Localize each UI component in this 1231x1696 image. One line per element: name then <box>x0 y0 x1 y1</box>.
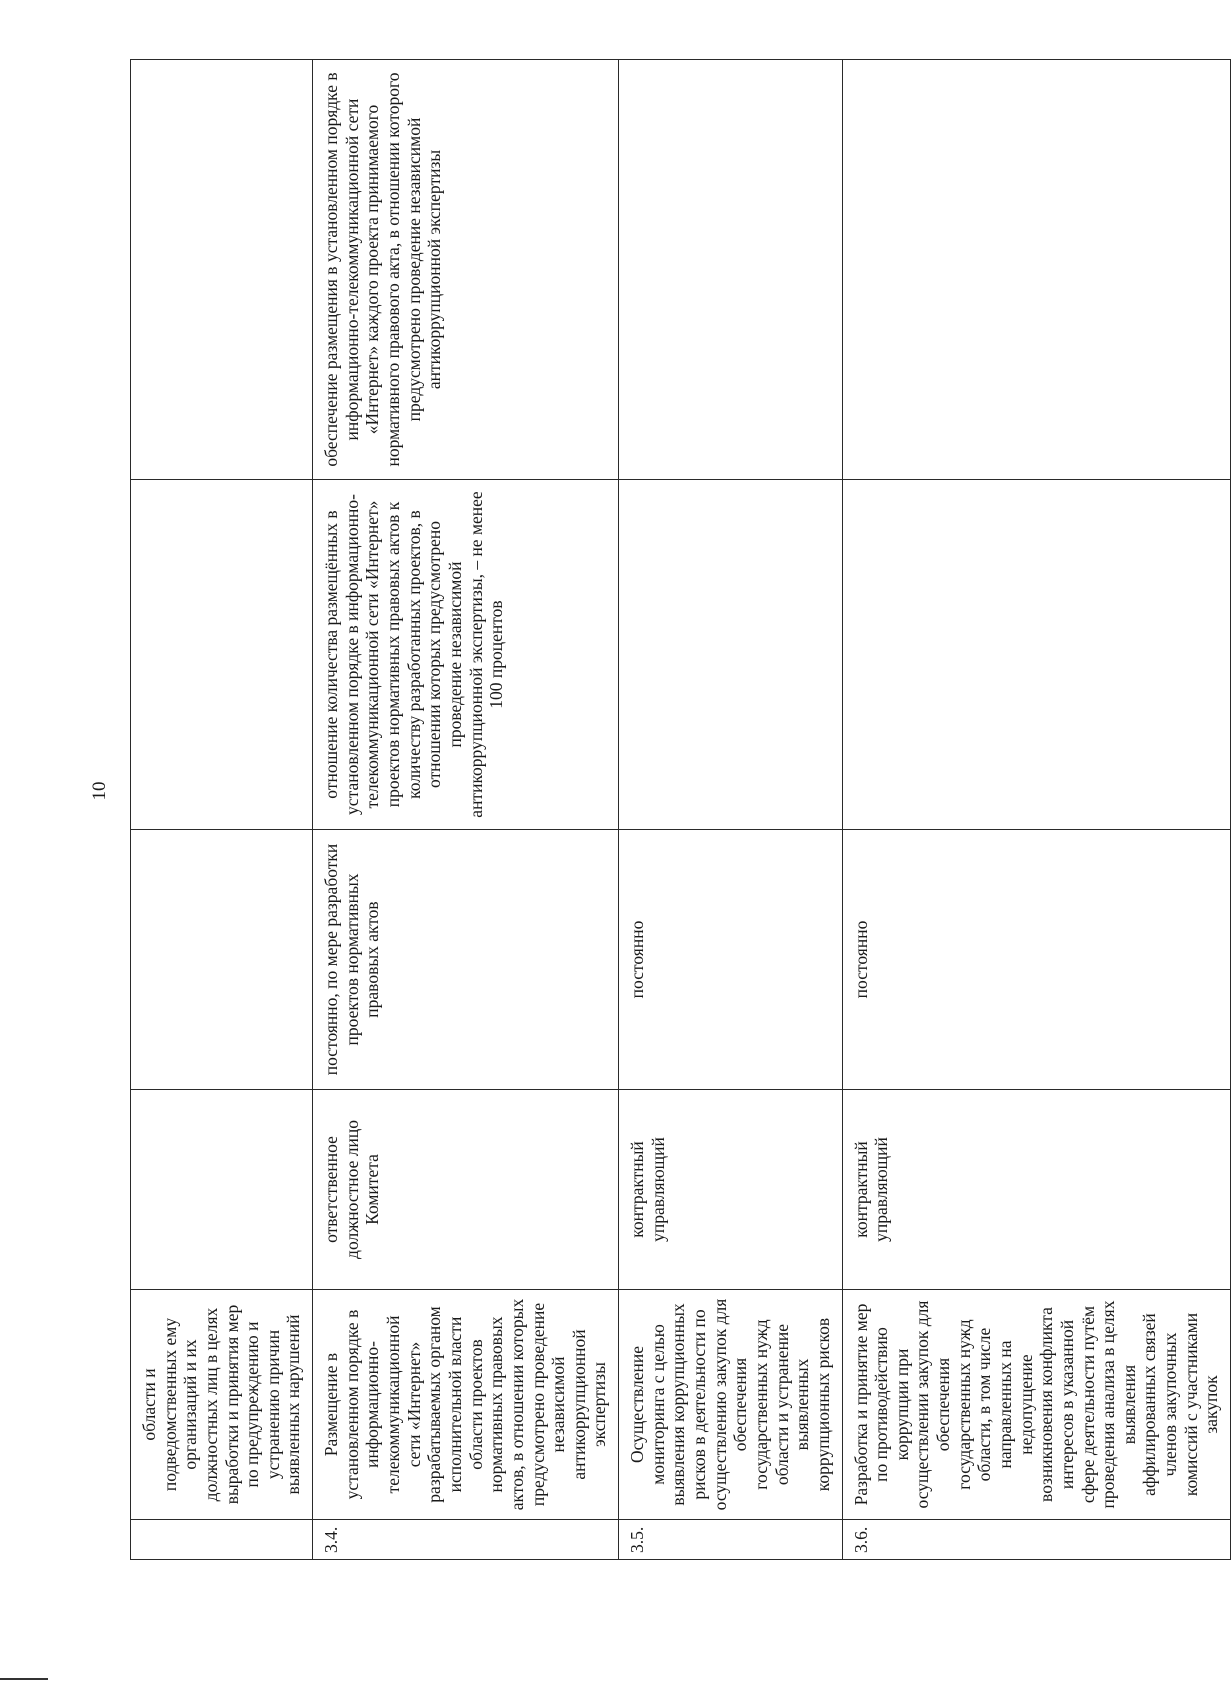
result-cell <box>131 60 313 480</box>
result-cell <box>619 60 842 480</box>
measures-table <box>130 60 1222 1560</box>
responsible-cell: ответственное должностное лицо Комитета <box>313 1090 619 1290</box>
row-number <box>131 1520 313 1560</box>
result-cell <box>842 60 1231 480</box>
measure-cell: области и подведомственных ему организаций и их должностных лиц в целях выработки и принятия мер по предупреждению и устранению причин выявленных нарушений <box>131 1290 313 1520</box>
measure-cell: Размещение в установленном порядке в информационно-телекоммуникационной сети «Интернет» разрабатываемых органом исполнительной власти области проектов нормативных правовых актов, в отношении которых предусмотрено проведение независимой антикоррупционной экспертизы <box>313 1290 619 1520</box>
responsible-cell: контрактный управляющий <box>619 1090 842 1290</box>
result-cell: обеспечение размещения в установленном порядке в информационно-телекоммуникационной сети «Интернет» каждого проекта принимаемого нормативного правового акта, в отношении которого предусмотрено проведение независимой антикоррупционной экспертизы <box>313 60 619 480</box>
margin-mark <box>0 1678 48 1680</box>
responsible-cell: контрактный управляющий <box>842 1090 1231 1290</box>
deadline-cell: постоянно, по мере разработки проектов нормативных правовых актов <box>313 830 619 1090</box>
measure-cell: Осуществление мониторинга с целью выявления коррупционных рисков в деятельности по осуществлению закупок для обеспечения государственных нужд области и устранение выявленных коррупционных рисков <box>619 1290 842 1520</box>
row-number: 3.4. <box>313 1520 619 1560</box>
table-row <box>313 60 619 1560</box>
responsible-cell <box>131 1090 313 1290</box>
row-number: 3.6. <box>842 1520 1231 1560</box>
deadline-cell: постоянно <box>842 830 1231 1090</box>
table-row <box>842 60 1231 1560</box>
deadline-cell <box>131 830 313 1090</box>
indicator-cell <box>619 480 842 830</box>
indicator-cell <box>131 480 313 830</box>
indicator-cell: отношение количества размещённых в установленном порядке в информационно-телекоммуникационной сети «Интернет» проектов нормативных правовых актов к количеству разработанных проектов, в отношении которых предусмотрено проведение независимой антикоррупционной экспертизы, – не менее 100 процентов <box>313 480 619 830</box>
measure-cell: Разработка и принятие мер по противодействию коррупции при осуществлении закупок для обеспечения государственных нужд области, в том числе направленных на недопущение возникновения конфликта интересов в указанной сфере деятельности путём проведения анализа в целях выявления аффилированных связей членов закупочных комиссий с участниками закупок <box>842 1290 1231 1520</box>
indicator-cell <box>842 480 1231 830</box>
row-number: 3.5. <box>619 1520 842 1560</box>
deadline-cell: постоянно <box>619 830 842 1090</box>
page-number: 10 <box>89 781 110 801</box>
table-row <box>131 60 313 1560</box>
table-row <box>619 60 842 1560</box>
